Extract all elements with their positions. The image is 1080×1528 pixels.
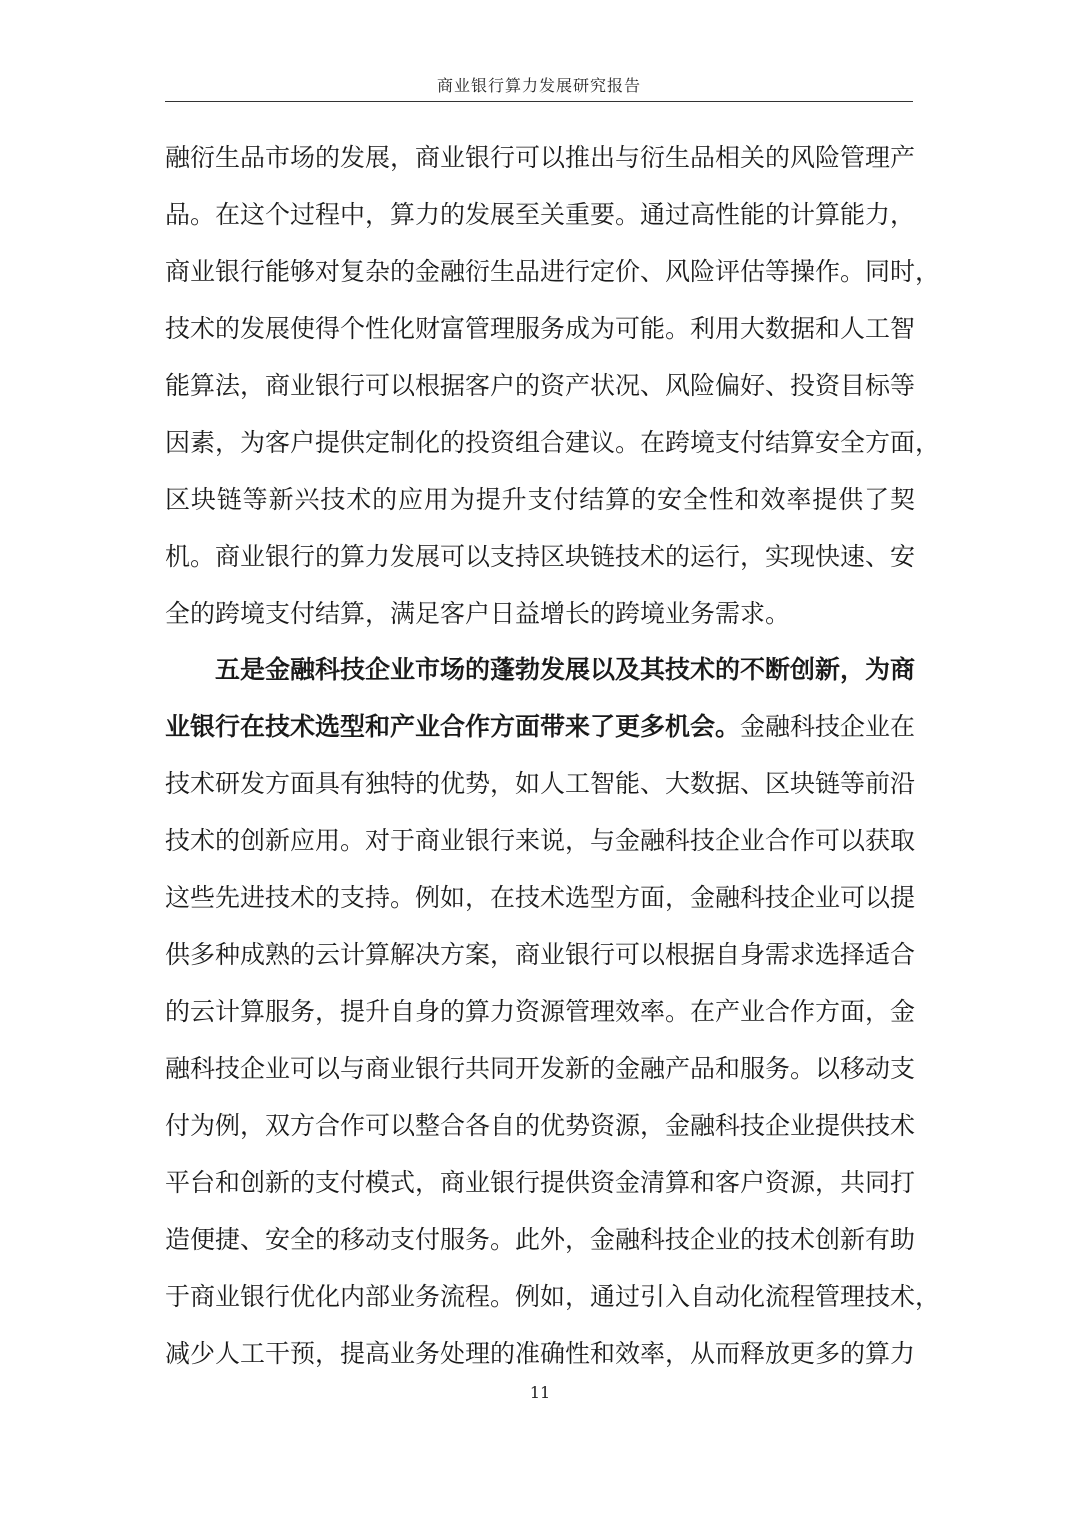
paragraph-text-segment: 金融科技企业在 (740, 712, 916, 741)
paragraph-line: 于商业银行优化内部业务流程。例如，通过引入自动化流程管理技术， (165, 1282, 941, 1311)
paragraph-heading-line: 五是金融科技企业市场的蓬勃发展以及其技术的不断创新，为商 (215, 655, 916, 684)
paragraph-line: 融衍生品市场的发展，商业银行可以推出与衍生品相关的风险管理产 (165, 143, 916, 172)
paragraph-line: 造便捷、安全的移动支付服务。此外，金融科技企业的技术创新有助 (165, 1225, 916, 1254)
paragraph-line: 这些先进技术的支持。例如，在技术选型方面，金融科技企业可以提 (165, 883, 916, 912)
running-header: 商业银行算力发展研究报告 (436, 76, 641, 95)
paragraph-line: 技术研发方面具有独特的优势，如人工智能、大数据、区块链等前沿 (165, 769, 916, 798)
paragraph-line: 平台和创新的支付模式，商业银行提供资金清算和客户资源，共同打 (165, 1168, 916, 1197)
paragraph-mixed-line (165, 707, 915, 747)
paragraph-line: 融科技企业可以与商业银行共同开发新的金融产品和服务。以移动支 (165, 1054, 916, 1083)
paragraph-line: 供多种成熟的云计算解决方案，商业银行可以根据自身需求选择适合 (165, 940, 916, 969)
paragraph-line: 技术的发展使得个性化财富管理服务成为可能。利用大数据和人工智 (165, 314, 916, 343)
paragraph-line: 付为例，双方合作可以整合各自的优势资源，金融科技企业提供技术 (165, 1111, 916, 1140)
header-divider (165, 101, 913, 102)
paragraph-line: 的云计算服务，提升自身的算力资源管理效率。在产业合作方面，金 (165, 997, 916, 1026)
paragraph-line: 技术的创新应用。对于商业银行来说，与金融科技企业合作可以获取 (165, 826, 916, 855)
paragraph-line: 减少人工干预，提高业务处理的准确性和效率，从而释放更多的算力 (165, 1339, 916, 1368)
paragraph-line: 全的跨境支付结算，满足客户日益增长的跨境业务需求。 (165, 599, 791, 628)
paragraph-line: 能算法，商业银行可以根据客户的资产状况、风险偏好、投资目标等 (165, 371, 916, 400)
page-number: 11 (529, 1383, 551, 1402)
paragraph-heading-tail: 业银行在技术选型和产业合作方面带来了更多机会。 (165, 712, 741, 741)
paragraph-line: 品。在这个过程中，算力的发展至关重要。通过高性能的计算能力， (165, 200, 916, 229)
paragraph-line: 机。商业银行的算力发展可以支持区块链技术的运行，实现快速、安 (165, 542, 916, 571)
paragraph-line: 因素，为客户提供定制化的投资组合建议。在跨境支付结算安全方面， (165, 428, 941, 457)
paragraph-line: 商业银行能够对复杂的金融衍生品进行定价、风险评估等操作。同时， (165, 257, 941, 286)
paragraph-line: 区块链等新兴技术的应用为提升支付结算的安全性和效率提供了契 (165, 485, 915, 514)
